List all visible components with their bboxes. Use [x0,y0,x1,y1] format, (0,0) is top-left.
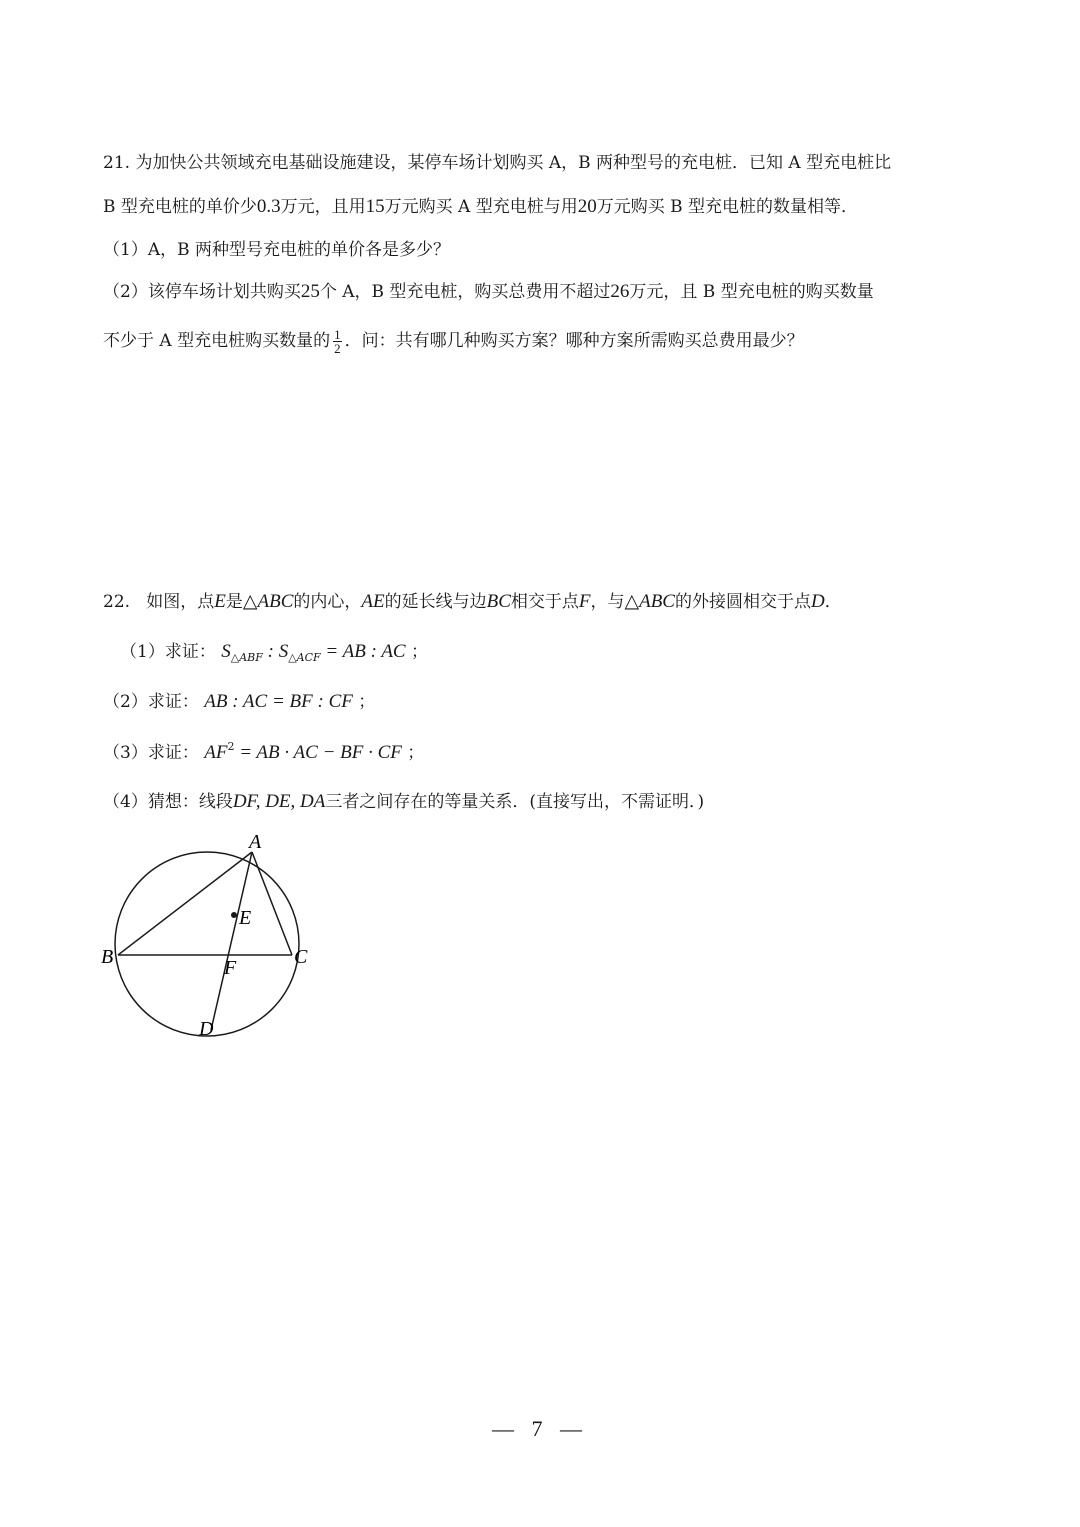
q22-text: 的延长线与边 [384,592,487,612]
geometry-figure [95,822,335,1044]
q21-text: 万元，且 B 型充电桩的购买数量 [629,282,874,302]
q22-text: ，与 [590,592,625,612]
q21-budget: 26 [610,281,630,302]
q21-intro-text: 21. 为加快公共领域充电基础设施建设，某停车场计划购买 A，B 两种型号的充电桩．已知 A 型充电桩比 [103,153,892,173]
q22-part-1 [120,640,428,666]
area-subscript-abf: △ABF [230,651,263,664]
q21-amount-a: 15 [365,196,385,217]
q21-text: 个 A，B 型充电桩，购买总费用不超过 [319,282,611,302]
q22-part-1-rhs: = AB : AC [320,641,406,662]
q22-text: 如图，点 [146,592,215,612]
q22-text: ； [411,642,428,662]
q21-text: （2）该停车场计划共购买 [103,282,301,302]
q21-text: 万元，且用 [280,197,366,217]
q21-total-count: 25 [300,281,320,302]
q22-part-3 [103,741,424,767]
q22-intro [103,590,842,614]
segment-ae: AE [361,591,385,612]
point-e-label: E [214,591,226,612]
q22-part-3-rhs: = AB · AC − BF · CF [234,742,402,763]
triangle-abc: △ABC [624,591,675,612]
fraction-one-half [333,328,342,355]
fraction-denominator: 2 [334,341,341,356]
vertex-c-label: C [294,946,308,968]
ratio-colon: : [262,641,279,662]
q21-part-2-line-1 [103,280,874,304]
q22-text: ； [407,743,425,763]
page-number: — 7 — [492,1416,588,1441]
fraction-numerator: 1 [334,327,341,342]
segment-bc: BC [486,591,511,612]
q22-part-2 [103,690,375,714]
q21-line-2 [103,195,858,219]
q21-text: ．问：共有哪几种购买方案？哪种方案所需购买总费用最少？ [344,331,804,351]
q21-part-1-text: （1）A，B 两种型号充电桩的单价各是多少？ [103,240,450,260]
q22-text: 的外接圆相交于点 [674,592,811,612]
q22-text: 相交于点 [510,592,579,612]
q21-part-1 [103,238,450,262]
q22-part-2-label: （2）求证： [103,692,199,712]
q21-part-2-line-2 [103,328,804,355]
incenter-point [231,912,237,918]
area-symbol: S [221,641,231,662]
q22-text: 的内心， [293,592,362,612]
point-f-label: F [578,591,591,612]
q22-number: 22. [103,592,131,612]
q22-text: ； [358,692,376,712]
area-symbol: S [278,641,289,662]
q22-part-3-label: （3）求证： [103,743,199,763]
q22-part-3-lhs: AF [204,742,228,763]
q22-text: ． [824,592,842,612]
q22-part-4-segments: DF, DE, DA [232,791,326,812]
q21-text: B 型充电桩的单价少 [103,197,257,217]
exponent: 2 [227,740,235,753]
q21-text: 万元购买 B 型充电桩的数量相等． [596,197,859,217]
q22-part-4 [103,790,704,814]
q22-part-4-label: （4）猜想：线段 [103,792,233,812]
segment-ac-line [252,852,292,955]
circumcircle [115,852,299,1036]
q21-amount-b: 20 [577,196,597,217]
point-d-figure-label: D [199,1018,214,1040]
area-subscript-acf: △ACF [288,651,321,664]
q21-line-1 [103,151,891,175]
point-e-figure-label: E [239,907,252,929]
q22-text: 三者之间存在的等量关系．(直接写出，不需证明．) [325,792,705,812]
q22-part-2-expr: AB : AC = BF : CF [204,691,353,712]
vertex-b-label: B [101,946,114,968]
q21-text: 万元购买 A 型充电桩与用 [384,197,578,217]
q21-price-diff: 0.3 [256,196,281,217]
triangle-abc: △ABC [242,591,294,612]
vertex-a-label: A [249,831,262,853]
q21-text: 不少于 A 型充电桩购买数量的 [103,331,331,351]
q22-part-1-label: （1）求证： [120,642,216,662]
point-d-label: D [810,591,825,612]
q22-text: 是 [225,592,243,612]
point-f-figure-label: F [224,957,237,979]
